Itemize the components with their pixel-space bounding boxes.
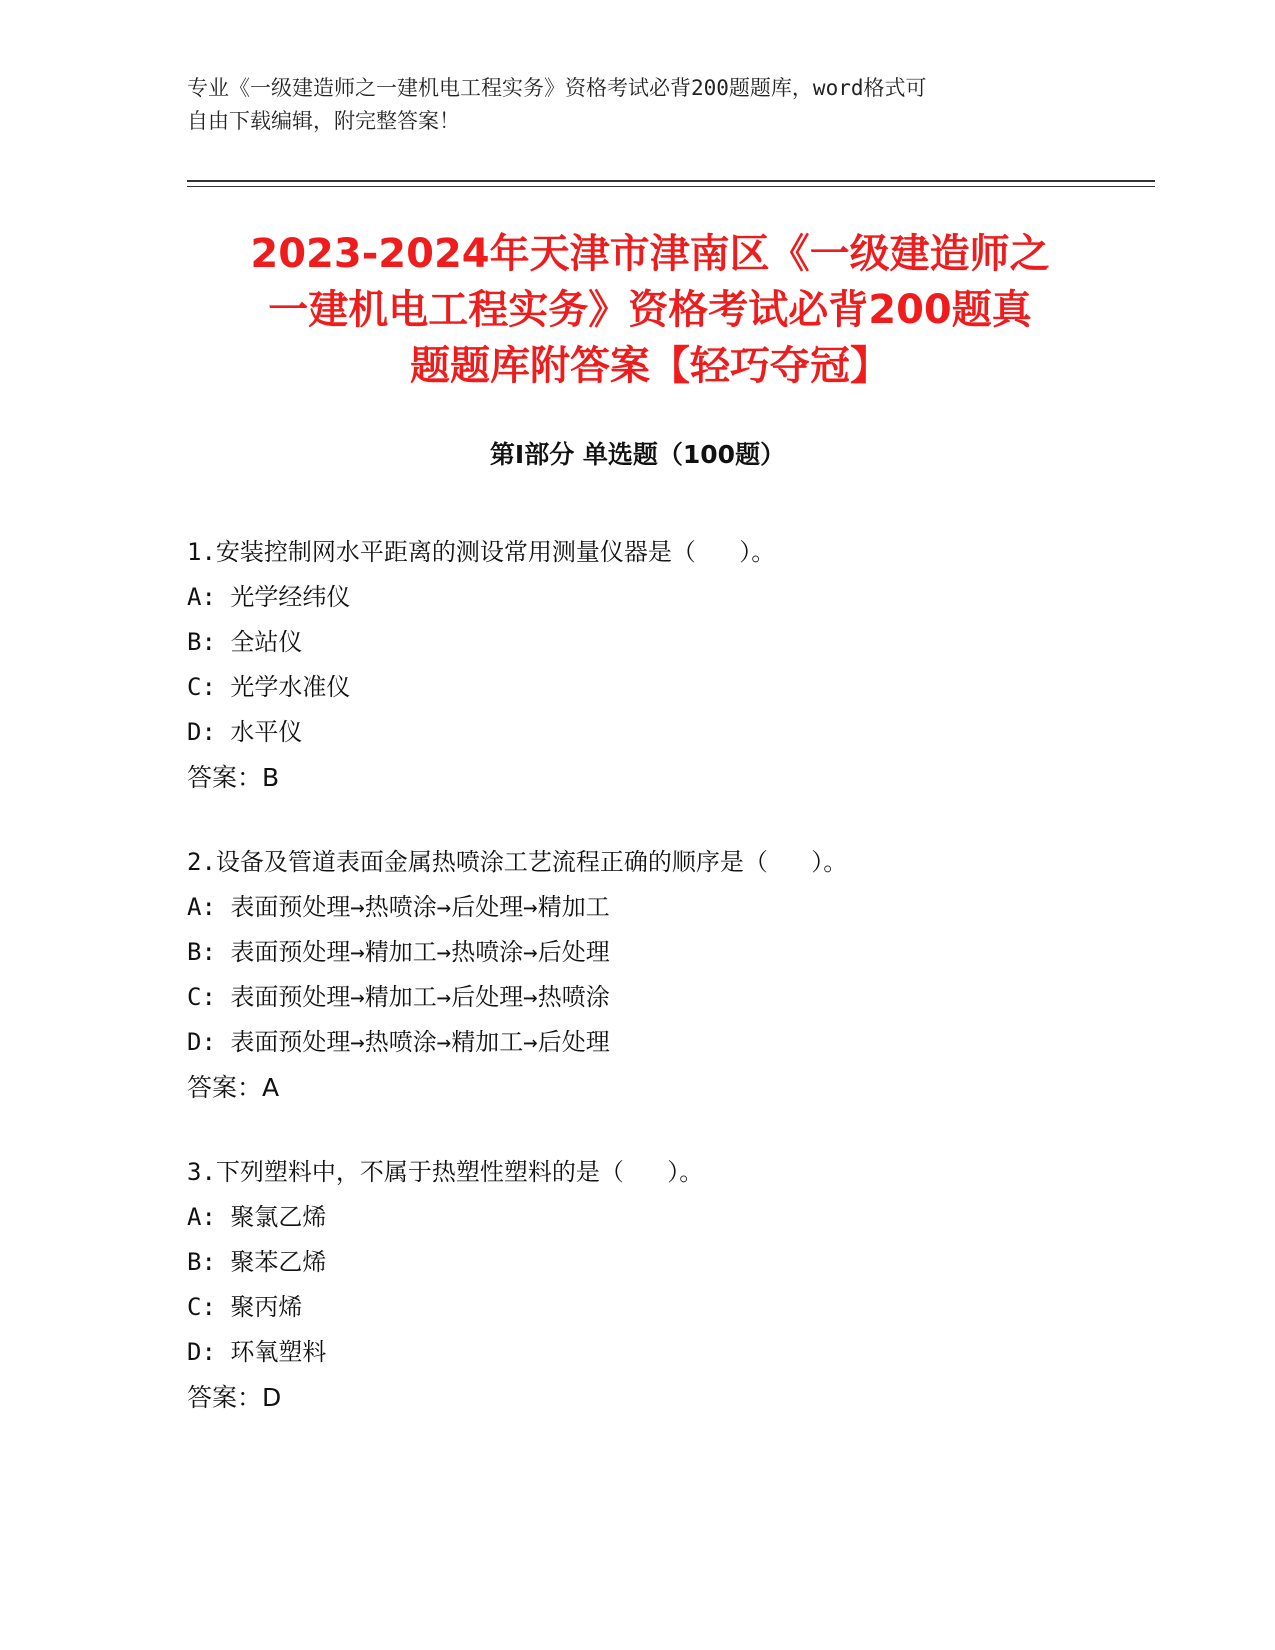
question-list [187,530,1167,1460]
question-stem: 2.设备及管道表面金属热喷涂工艺流程正确的顺序是（ ）。 [187,848,848,876]
question-option: A: 聚氯乙烯 [187,1203,327,1231]
header-divider-thin [187,186,1155,187]
question-item [187,840,1167,1110]
section-heading: 第Ⅰ部分 单选题（100题） [489,440,786,469]
header-note [187,72,1087,138]
question-option: B: 全站仪 [187,628,303,656]
question-option: D: 表面预处理→热喷涂→精加工→后处理 [187,1028,610,1056]
document-title-line-3: 题题库附答案【轻巧夺冠】 [410,343,890,389]
question-answer: 答案：D [187,1383,282,1412]
question-option: B: 聚苯乙烯 [187,1248,327,1276]
question-option: A: 表面预处理→热喷涂→后处理→精加工 [187,893,610,921]
question-answer: 答案：B [187,763,280,792]
question-stem: 3.下列塑料中，不属于热塑性塑料的是（ ）。 [187,1158,704,1186]
question-option: C: 表面预处理→精加工→后处理→热喷涂 [187,983,610,1011]
document-title-line-2: 一建机电工程实务》资格考试必背200题真 [268,287,1032,333]
document-title [150,226,1150,394]
question-item [187,530,1167,800]
question-option: C: 光学水准仪 [187,673,351,701]
question-option: B: 表面预处理→精加工→热喷涂→后处理 [187,938,610,966]
question-option: A: 光学经纬仪 [187,583,351,611]
question-option: D: 环氧塑料 [187,1338,327,1366]
header-note-line-1: 专业《一级建造师之一建机电工程实务》资格考试必背200题题库，word格式可 [187,76,927,100]
question-option: D: 水平仪 [187,718,303,746]
question-option: C: 聚丙烯 [187,1293,303,1321]
header-note-line-2: 自由下载编辑，附完整答案！ [187,109,460,133]
question-stem: 1.安装控制网水平距离的测设常用测量仪器是（ ）。 [187,538,776,566]
question-item [187,1150,1167,1420]
question-answer: 答案：A [187,1073,280,1102]
document-title-line-1: 2023-2024年天津市津南区《一级建造师之 [250,231,1050,277]
header-divider-thick [187,180,1155,182]
